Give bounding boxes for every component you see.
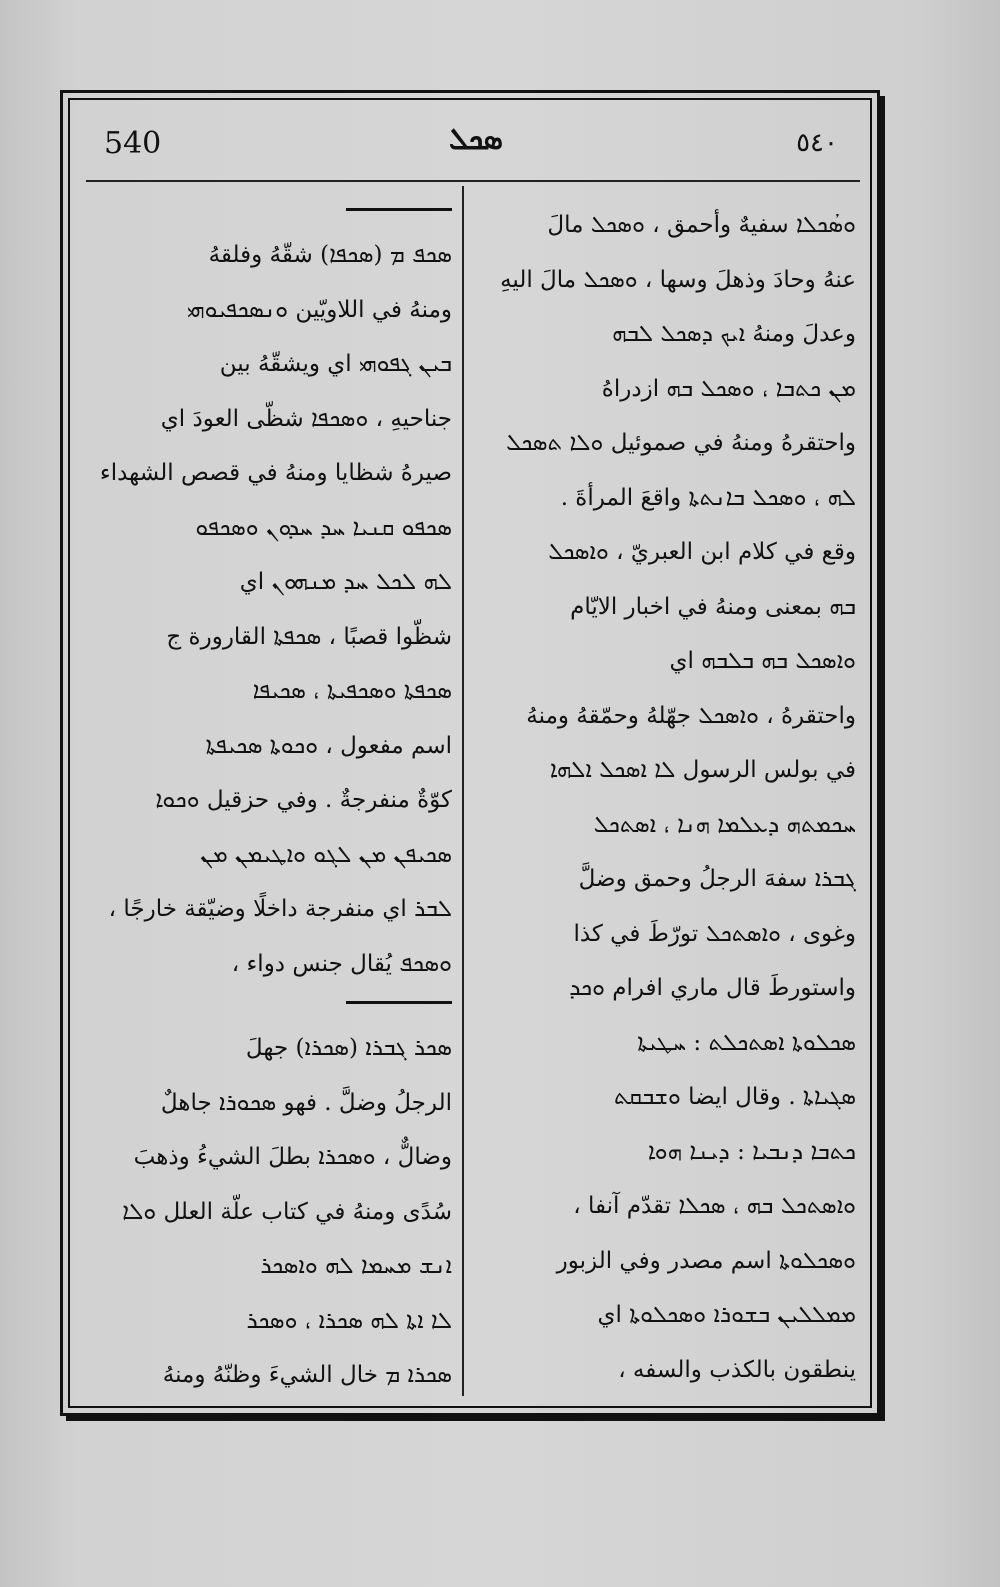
text-line: ܓܒܪܐ سفهَ الرجلُ وحمق وضلَّ (578, 866, 856, 892)
text-line: واحتقرهُ ، ܘܐܣܟܠ جهّلهُ وحمّقهُ ومنهُ (526, 702, 856, 729)
text-line: ܘܣܟܠܘܬܐ اسم مصدر وفي الزبور (556, 1247, 856, 1274)
text-line: ܣܟܪ ܓܒܪܐ (ܣܟܪܐ) جهلَ (245, 1035, 452, 1061)
text-line: الرجلُ وضلَّ . فهو ܣܟܘܪܐ جاهلٌ (160, 1089, 452, 1116)
text-line: ومنهُ في اللاويّين ܘܢܣܟܦܝܘܗܝ (186, 296, 452, 323)
entry-sakkef (82, 228, 452, 991)
text-line: وضالٌّ ، ܘܣܟܪܐ بطلَ الشيءُ وذهبَ (133, 1144, 452, 1170)
text-line: ܒܝܢ ܓܦܘܗܝ اي ويشقّهُ بين (219, 351, 452, 377)
text-line: صيرهُ شظايا ومنهُ في قصص الشهداء (99, 460, 452, 486)
entry-separator (82, 991, 452, 1021)
text-line: ܣܟܦܬܐ ܘܣܟܦܝܬܐ ، ܣܟܝܦܐ (252, 678, 452, 704)
text-line: ܡܡܠܠܝܢ ܒܫܘܪܐ ܘܣܟܠܘܬܐ اي (597, 1302, 856, 1328)
text-line: ܠܐ ܐܬܐ ܠܗ ܣܟܪܐ ، ܘܣܟܪ (246, 1307, 452, 1334)
right-column (478, 198, 856, 1397)
text-line: ܘܣܟܦ يُقال جنس دواء ، (231, 950, 452, 977)
entry-sakkar (82, 1021, 452, 1403)
text-line: ܟܬܒܐ ܕܢܒܝܐ : ܕܝܢܐ ܗܘܐ (647, 1138, 856, 1165)
text-line: ܠܗ ، ܘܣܟܠ ܒܐܢܬܬܐ واقعَ المرأةَ . (560, 484, 856, 511)
page-number-arabic: ٥٤٠ (796, 128, 838, 158)
text-line: ܡܢ ܟܬܒܐ ، ܘܣܟܠ ܒܗ ازدراهُ (601, 375, 856, 402)
entry-separator (82, 198, 452, 228)
text-line: وغوى ، ܘܐܣܬܟܠ تورّطَ في كذا (573, 920, 856, 947)
text-line: وقع في كلام ابن العبريّ ، ܘܐܣܟܠ (548, 539, 856, 565)
text-line: سُدًى ومنهُ في كتاب علّة العلل ܘܠܐ (122, 1198, 452, 1225)
header-rule (86, 180, 860, 182)
text-line: واحتقرهُ ومنهُ في صموئيل ܘܠܐ ܬܣܟܠ (506, 430, 856, 456)
text-line: ܚܟܡܬܗ ܕܥܠܡܐ ܗܢܐ ، ܐܣܬܟܠ (593, 811, 856, 838)
text-line: واستورطَ قال ماري افرام ܘܟܕ (569, 975, 856, 1001)
text-line: ܣܟܦ ܡ (ܣܟܦܐ) شقّهُ وفلقهُ (208, 242, 452, 268)
text-line: كوّةٌ منفرجةٌ . وفي حزقيل ܘܟܘܐ (155, 787, 452, 813)
text-line: عنهُ وحادَ وذهلَ وسها ، ܘܣܟܠ مالَ اليهِ (500, 266, 856, 293)
text-line: ܣܓܝܐܬܐ . وقال ايضا ܘܫܒܩܬ (614, 1084, 856, 1110)
text-line: ܣܟܪܐ ܡ خال الشيءَ وظنّهُ ومنهُ (162, 1362, 452, 1388)
text-line: ܘܣܳܟܠܐ سفيهٌ وأحمق ، ܘܣܟܠ مالَ (547, 212, 856, 238)
page-number-latin: 540 (104, 126, 162, 161)
text-line: ܣܟܝܦܢ ܡܢ ܠܓܘ ܘܐܛܝܡܢ ܡܢ (200, 841, 452, 868)
page-header (86, 118, 856, 168)
running-head-word: ܣܟܠ (449, 122, 503, 157)
text-line: ܐܢܫ ܡܚܡܐ ܠܗ ܘܐܣܟܪ (260, 1253, 452, 1279)
text-line: ينطقون بالكذب والسفه ، (618, 1356, 856, 1383)
left-column (82, 198, 452, 1403)
column-divider (462, 186, 464, 1396)
text-line: في بولس الرسول ܠܐ ܐܣܟܠ ܐܠܗܐ (549, 757, 856, 783)
text-line: ܠܗ ܠܟܠ ܚܕ ܡܢܗܘܢ اي (239, 569, 452, 595)
text-line: ܘܐܣܟܠ ܒܗ ܒܠܒܗ اي (669, 648, 856, 674)
text-line: شظّوا قصبًا ، ܣܟܦܬܐ القارورة ج (166, 623, 452, 650)
text-line: جناحيهِ ، ܘܣܟܦܐ شظّى العودَ اي (160, 405, 452, 432)
text-line: ܣܟܦܘ ܩܢܝܐ ܚܕ ܚܕܘܢ ܘܣܟܦܘ (195, 514, 452, 541)
text-line: ܣܟܠܘܬܐ ܐܣܬܟܠܬ : ܚܛܝܬܐ (637, 1029, 856, 1056)
text-line: وعدلَ ومنهُ ܐܝܟ ܕܣܟܠ ܠܒܗ (612, 321, 856, 347)
text-line: ܘܐܣܬܟܠ ܒܗ ، ܣܟܠܐ تقدّم آنفا ، (573, 1193, 856, 1219)
text-line: ܠܒܪ اي منفرجة داخلًا وضيّقة خارجًا ، (108, 896, 452, 922)
text-line: اسم مفعول ، ܘܟܘܬܐ ܣܟܝܦܬܐ (205, 732, 452, 759)
text-line: ܒܗ بمعنى ومنهُ في اخبار الايّام (570, 593, 856, 620)
